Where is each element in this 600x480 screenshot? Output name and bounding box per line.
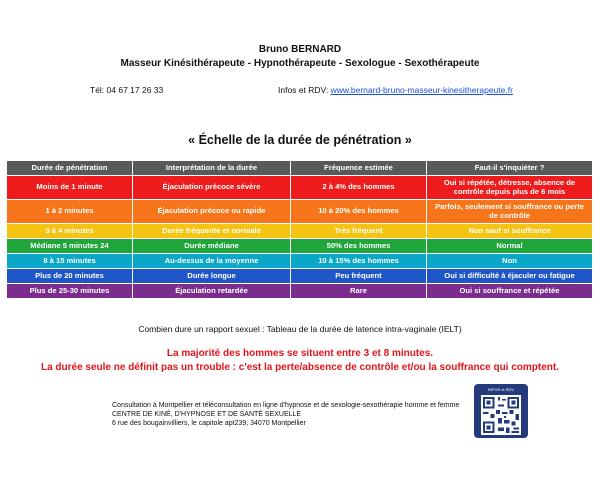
qr-label: INFOS et RDV: [487, 387, 515, 392]
table-row: [7, 239, 593, 254]
column-header: Fréquence estimée: [291, 161, 427, 176]
table-cell: Moins de 1 minute: [7, 176, 133, 200]
info-label: Infos et RDV:: [278, 85, 331, 95]
table-cell: 10 à 15% des hommes: [291, 254, 427, 269]
footer-line: CENTRE DE KINÉ, D'HYPNOSE ET DE SANTÉ SEXUELLE: [112, 410, 302, 418]
table-cell: Durée longue: [133, 269, 291, 284]
table-cell: Non: [427, 254, 593, 269]
table-cell: Très fréquent: [291, 224, 427, 239]
table-cell: Éjaculation retardée: [133, 284, 291, 299]
contact-info: [278, 85, 513, 95]
table-cell: 2 à 4% des hommes: [291, 176, 427, 200]
table-cell: Normal: [427, 239, 593, 254]
document-title: « Échelle de la durée de pénétration »: [188, 133, 412, 147]
column-header: Interprétation de la durée: [133, 161, 291, 176]
table-cell: Durée fréquente et normale: [133, 224, 291, 239]
table-cell: Au-dessus de la moyenne: [133, 254, 291, 269]
table-cell: Parfois, seulement si souffrance ou perte de contrôle: [427, 200, 593, 224]
column-header: Durée de pénétration: [7, 161, 133, 176]
qr-code-icon: [481, 395, 521, 435]
table-cell: 3 à 4 minutes: [7, 224, 133, 239]
table-row: [7, 284, 593, 299]
qr-code-card[interactable]: [474, 384, 528, 438]
practitioner-titles: Masseur Kinésithérapeute - Hypnothérapeute - Sexologue - Sexothérapeute: [120, 58, 480, 69]
website-link[interactable]: www.bernard-bruno-masseur-kinesitherapeute.fr: [330, 85, 513, 95]
table-cell: Plus de 25-30 minutes: [7, 284, 133, 299]
footer-line: Consultation à Montpellier et téléconsultation en ligne d'hypnose et de sexologie-sexothérapie homme et femme: [112, 402, 460, 409]
footer-address: [112, 402, 459, 429]
table-cell: Non sauf si souffrance: [427, 224, 593, 239]
table-cell: Rare: [291, 284, 427, 299]
table-caption: Combien dure un rapport sexuel : Tableau de la durée de latence intra-vaginale (IELT): [138, 324, 462, 334]
table-cell: 50% des hommes: [291, 239, 427, 254]
table-row: [7, 176, 593, 200]
table-row: [7, 254, 593, 269]
table-cell: 1 à 2 minutes: [7, 200, 133, 224]
column-header: Faut-il s'inquiéter ?: [427, 161, 593, 176]
footer-line: 6 rue des bougainvilliers, le capitole apt239, 34070 Montpellier: [112, 419, 306, 427]
table-row: [7, 224, 593, 239]
warning-line-1: La majorité des hommes se situent entre 3 et 8 minutes.: [166, 348, 434, 359]
table-row: [7, 269, 593, 284]
practitioner-name: Bruno BERNARD: [258, 44, 342, 55]
table-cell: Peu fréquent: [291, 269, 427, 284]
table-cell: Oui si répétée, détresse, absence de contrôle depuis plus de 6 mois: [427, 176, 593, 200]
table-cell: Durée médiane: [133, 239, 291, 254]
table-cell: Oui si difficulté à éjaculer ou fatigue: [427, 269, 593, 284]
duration-scale-table: [6, 160, 593, 299]
table-row: [7, 200, 593, 224]
table-cell: Éjaculation précoce sévère: [133, 176, 291, 200]
phone-number: Tél: 04 67 17 26 33: [90, 85, 164, 95]
table-cell: 10 à 20% des hommes: [291, 200, 427, 224]
warning-line-2: La durée seule ne définit pas un trouble : c'est la perte/absence de contrôle et/ou la souffrance qui comptent.: [40, 362, 560, 373]
table-cell: Médiane 5 minutes 24: [7, 239, 133, 254]
table-cell: Éjaculation précoce ou rapide: [133, 200, 291, 224]
table-cell: Plus de 20 minutes: [7, 269, 133, 284]
table-cell: Oui si souffrance et répétée: [427, 284, 593, 299]
table-cell: 8 à 15 minutes: [7, 254, 133, 269]
table-header-row: [7, 161, 593, 176]
